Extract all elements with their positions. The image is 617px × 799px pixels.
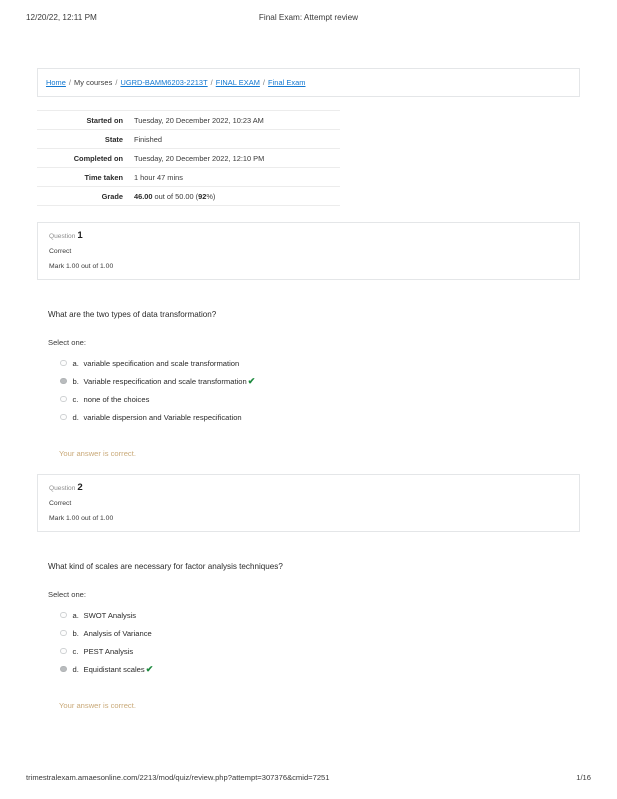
question-info-box xyxy=(37,222,580,280)
grade-percent: 92 xyxy=(198,191,207,201)
breadcrumb-item-2[interactable]: UGRD-BAMM6203-2213T xyxy=(120,78,208,87)
breadcrumb-separator: / xyxy=(262,78,266,87)
answer-option[interactable] xyxy=(60,660,580,678)
question-prompt: Select one: xyxy=(48,338,86,347)
questions-container xyxy=(37,222,580,710)
question-text: What are the two types of data transformation? xyxy=(48,310,217,319)
answer-option[interactable] xyxy=(60,390,580,408)
answer-option[interactable] xyxy=(60,642,580,660)
answer-option[interactable] xyxy=(60,624,580,642)
question-number: Question 2 xyxy=(49,482,83,493)
correct-check-icon: ✔ xyxy=(247,375,256,386)
question-block xyxy=(37,474,580,710)
radio-button-selected[interactable] xyxy=(60,666,67,673)
summary-label: Time taken xyxy=(84,172,123,182)
print-footer-url: trimestralexam.amaesonline.com/2213/mod/quiz/review.php?attempt=307376&cmid=7251 xyxy=(26,773,330,782)
question-body xyxy=(37,309,580,458)
print-header-datetime: 12/20/22, 12:11 PM xyxy=(26,13,97,22)
answer-feedback: Your answer is correct. xyxy=(59,449,136,458)
answer-option[interactable] xyxy=(60,408,580,426)
answer-letter: c. xyxy=(72,394,79,404)
answer-label: PEST Analysis xyxy=(83,646,134,656)
summary-row-grade xyxy=(37,187,340,206)
summary-row xyxy=(37,168,340,187)
breadcrumb-separator: / xyxy=(68,78,72,87)
summary-value: Tuesday, 20 December 2022, 12:10 PM xyxy=(134,153,265,163)
answer-label: variable specification and scale transformation xyxy=(83,358,240,368)
breadcrumb-separator: / xyxy=(115,78,118,87)
radio-button[interactable] xyxy=(60,414,67,421)
answer-letter: d. xyxy=(72,412,79,422)
print-footer-page-number: 1/16 xyxy=(576,773,591,782)
answer-letter: b. xyxy=(72,628,79,638)
answer-feedback: Your answer is correct. xyxy=(59,701,136,710)
breadcrumb-item-3[interactable]: FINAL EXAM xyxy=(215,78,260,87)
answer-label: variable dispersion and Variable respecification xyxy=(83,412,242,422)
summary-value: Tuesday, 20 December 2022, 10:23 AM xyxy=(134,115,264,125)
question-number-value: 2 xyxy=(77,482,83,493)
summary-label-grade: Grade xyxy=(101,191,123,201)
breadcrumb-box xyxy=(37,68,580,97)
answer-option[interactable] xyxy=(60,372,580,390)
question-state: Correct xyxy=(49,248,72,255)
summary-row xyxy=(37,149,340,168)
print-header-title: Final Exam: Attempt review xyxy=(258,13,359,22)
answer-options xyxy=(48,354,580,426)
question-mark: Mark 1.00 out of 1.00 xyxy=(49,263,114,270)
question-number-value: 1 xyxy=(77,230,83,241)
question-state: Correct xyxy=(49,500,72,507)
summary-value: 1 hour 47 mins xyxy=(134,172,183,182)
page-content xyxy=(37,68,580,710)
radio-button[interactable] xyxy=(60,612,67,619)
question-prompt: Select one: xyxy=(48,590,86,599)
breadcrumb-item-1: My courses xyxy=(74,78,113,87)
breadcrumb xyxy=(46,78,306,87)
question-block xyxy=(37,222,580,458)
answer-options xyxy=(48,606,580,678)
answer-letter: d. xyxy=(72,664,79,674)
breadcrumb-item-0[interactable]: Home xyxy=(46,78,66,87)
radio-button[interactable] xyxy=(60,630,67,637)
question-info-box xyxy=(37,474,580,532)
print-header xyxy=(0,13,617,27)
summary-value: Finished xyxy=(134,134,162,144)
question-mark: Mark 1.00 out of 1.00 xyxy=(49,515,114,522)
breadcrumb-item-4[interactable]: Final Exam xyxy=(268,78,306,87)
answer-label: Equidistant scales xyxy=(83,664,145,674)
question-number: Question 1 xyxy=(49,230,83,241)
answer-letter: a. xyxy=(72,610,79,620)
answer-letter: c. xyxy=(72,646,79,656)
grade-score: 46.00 xyxy=(134,191,153,201)
attempt-summary-table xyxy=(37,110,340,206)
radio-button[interactable] xyxy=(60,360,67,367)
answer-letter: b. xyxy=(72,376,79,386)
summary-row xyxy=(37,111,340,130)
answer-label: none of the choices xyxy=(83,394,150,404)
answer-label: Variable respecification and scale transformation xyxy=(83,376,247,386)
answer-option[interactable] xyxy=(60,606,580,624)
correct-check-icon: ✔ xyxy=(145,663,154,674)
radio-button-selected[interactable] xyxy=(60,378,67,385)
summary-label: State xyxy=(104,134,123,144)
summary-row xyxy=(37,130,340,149)
answer-label: SWOT Analysis xyxy=(83,610,137,620)
radio-button[interactable] xyxy=(60,648,67,655)
summary-label: Started on xyxy=(86,115,123,125)
answer-option[interactable] xyxy=(60,354,580,372)
question-text: What kind of scales are necessary for factor analysis techniques? xyxy=(48,562,283,571)
summary-label: Completed on xyxy=(73,153,123,163)
question-body xyxy=(37,561,580,710)
summary-value-grade: 46.00 out of 50.00 (92%) xyxy=(134,191,216,201)
answer-label: Analysis of Variance xyxy=(83,628,152,638)
answer-letter: a. xyxy=(72,358,79,368)
print-footer xyxy=(0,773,617,787)
radio-button[interactable] xyxy=(60,396,67,403)
breadcrumb-separator: / xyxy=(210,78,213,87)
